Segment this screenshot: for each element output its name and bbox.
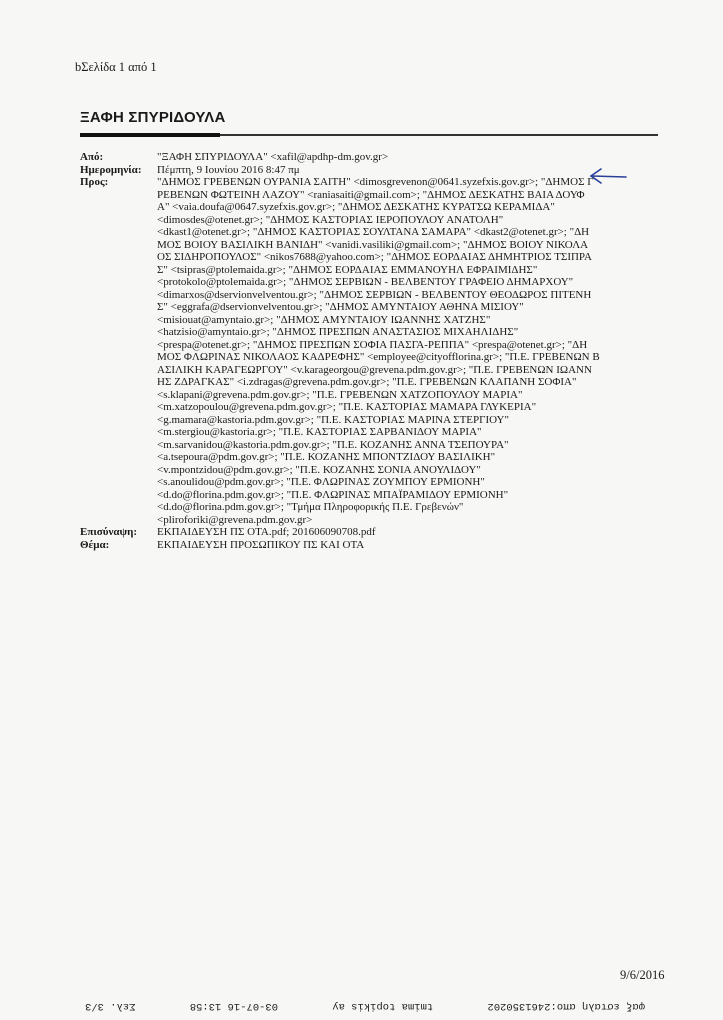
recipient-line: <pliroforiki@grevena.pdm.gov.gr> <box>157 513 313 526</box>
subject-label: Θέμα: <box>80 538 110 551</box>
email-fields <box>80 151 627 551</box>
recipient-line: <g.mamara@kastoria.pdm.gov.gr>; "Π.Ε. ΚΑΣΤΟΡΙΑΣ ΜΑΡΙΝΑ ΣΤΕΡΓΙΟΥ" <box>157 413 509 426</box>
from-value: "ΞΑΦΗ ΣΠΥΡΙΔΟΥΛΑ" <xafil@apdhp-dm.gov.gr> <box>157 151 389 163</box>
recipient-line: ΜΟΣ ΒΟΙΟΥ ΒΑΣΙΛΙΚΗ ΒΑΝΙΔΗ" <vanidi.vasiliki@gmail.com>; "ΔΗΜΟΣ ΒΟΙΟΥ ΝΙΚΟΛΑ <box>157 238 589 251</box>
date-value: Πέμπτη, 9 Ιουνίου 2016 8:47 πμ <box>157 163 300 176</box>
recipient-line: <protokolo@ptolemaida.gr>; "ΔΗΜΟΣ ΣΕΡΒΙΩΝ - ΒΕΛΒΕΝΤΟΥ ΓΡΑΦΕΙΟ ΔΗΜΑΡΧΟΥ" <box>157 276 574 288</box>
recipient-line: Α" <vaia.doufa@0647.syzefxis.gov.gr>; "ΔΗΜΟΣ ΔΕΣΚΑΤΗΣ ΚΥΡΑΤΣΩ ΚΕΡΑΜΙΔΑ" <box>157 201 555 213</box>
page-header: bΣελίδα 1 από 1 <box>75 60 157 74</box>
recipient-line: Σ" <eggrafa@dservionvelventou.gr>; "ΔΗΜΟΣ ΑΜΥΝΤΑΙΟΥ ΑΘΗΝΑ ΜΙΣΙΟΥ" <box>157 301 524 313</box>
recipient-line: ΟΣ ΣΙΔΗΡΟΠΟΥΛΟΣ" <nikos7688@yahoo.com>; "ΔΗΜΟΣ ΕΟΡΔΑΙΑΣ ΔΗΜΗΤΡΙΟΣ ΤΣΙΠΡΑ <box>157 251 592 263</box>
from-row <box>80 151 627 164</box>
recipient-line: ΗΣ ΖΔΡΑΓΚΑΣ" <i.zdragas@grevena.pdm.gov.gr>; "Π.Ε. ΓΡΕΒΕΝΩΝ ΚΛΑΠΑΝΗ ΣΟΦΙΑ" <box>157 376 577 388</box>
recipient-line: <misiouat@amyntaio.gr>; "ΔΗΜΟΣ ΑΜΥΝΤΑΙΟΥ ΙΩΑΝΝΗΣ ΧΑΤΖΗΣ" <box>157 313 491 326</box>
recipient-line: <a.tsepoura@pdm.gov.gr>; "Π.Ε. ΚΟΖΑΝΗΣ ΜΠΟΝΤΖΙΔΟΥ ΒΑΣΙΛΙΚΗ" <box>157 451 496 463</box>
recipient-line: <s.klapani@grevena.pdm.gov.gr>; "Π.Ε. ΓΡΕΒΕΝΩΝ ΧΑΤΖΟΠΟΥΛΟΥ ΜΑΡΙΑ" <box>157 388 523 401</box>
from-label: Από: <box>80 151 104 163</box>
divider-accent <box>80 133 220 137</box>
fax-station: tmima topikis ay <box>332 1000 434 1012</box>
date-row <box>80 164 627 177</box>
recipient-line: <prespa@otenet.gr>; "ΔΗΜΟΣ ΠΡΕΣΠΩΝ ΣΟΦΙΑ ΠΑΣΓΑ-ΡΕΠΠΑ" <prespa@otenet.gr>; "ΔΗ <box>157 338 588 351</box>
recipient-line: <v.mpontzidou@pdm.gov.gr>; "Π.Ε. ΚΟΖΑΝΗΣ ΣΟΝΙΑ ΑΝΟΥΛΙΔΟΥ" <box>157 463 481 476</box>
recipient-line: ΜΟΣ ΦΛΩΡΙΝΑΣ ΝΙΚΟΛΑΟΣ ΚΑΔΡΕΦΗΣ" <employee@cityofflorina.gr>; "Π.Ε. ΓΡΕΒΕΝΩΝ Β <box>157 351 600 363</box>
recipient-line: <d.do@florina.pdm.gov.gr>; "Π.Ε. ΦΛΩΡΙΝΑΣ ΜΠΑΪΡΑΜΙΔΟΥ ΕΡΜΙΟΝΗ" <box>157 488 509 501</box>
attachment-value: ΕΚΠΑΙΔΕΥΣΗ ΠΣ ΟΤΑ.pdf; 201606090708.pdf <box>157 526 376 538</box>
fax-transmission-line <box>85 1000 645 1012</box>
sender-title: ΞΑΦΗ ΣΠΥΡΙΔΟΥΛΑ <box>80 109 226 126</box>
recipient-line: ΑΣΙΛΙΚΗ ΚΑΡΑΓΕΩΡΓΟΥ" <v.karageorgou@grevena.pdm.gov.gr>; "Π.Ε. ΓΡΕΒΕΝΩΝ ΙΩΑΝΝ <box>157 363 592 376</box>
fax-sender: φαξ εσταλη απο:2461350202 <box>487 1000 645 1012</box>
footer-date: 9/6/2016 <box>620 968 665 982</box>
recipient-line: <m.stergiou@kastoria.gr>; "Π.Ε. ΚΑΣΤΟΡΙΑΣ ΣΑΡΒΑΝΙΔΟΥ ΜΑΡΙΑ" <box>157 426 482 438</box>
recipient-line: ΡΕΒΕΝΩΝ ΦΩΤΕΙΝΗ ΛΑΖΟΥ" <raniasaiti@gmail.com>; "ΔΗΜΟΣ ΔΕΣΚΑΤΗΣ ΒΑΙΑ ΔΟΥΦ <box>157 188 585 201</box>
recipient-line: <m.xatzopoulou@grevena.pdm.gov.gr>; "Π.Ε. ΚΑΣΤΟΡΙΑΣ ΜΑΜΑΡΑ ΓΛΥΚΕΡΙΑ" <box>157 401 537 413</box>
attachment-row <box>80 526 627 539</box>
subject-value: ΕΚΠΑΙΔΕΥΣΗ ΠΡΟΣΩΠΙΚΟΥ ΠΣ ΚΑΙ ΟΤΑ <box>157 538 365 551</box>
recipient-line: <dimarxos@dservionvelventou.gr>; "ΔΗΜΟΣ ΣΕΡΒΙΩΝ - ΒΕΛΒΕΝΤΟΥ ΘΕΟΔΩΡΟΣ ΠΙΤΕΝΗ <box>157 288 592 301</box>
recipient-line: <hatzisio@amyntaio.gr>; "ΔΗΜΟΣ ΠΡΕΣΠΩΝ ΑΝΑΣΤΑΣΙΟΣ ΜΙΧΑΗΛΙΔΗΣ" <box>157 326 519 338</box>
to-label: Προς: <box>80 176 109 188</box>
recipient-line: <d.do@florina.pdm.gov.gr>; "Τμήμα Πληροφορικής Π.Ε. Γρεβενών" <box>157 501 464 513</box>
subject-row <box>80 539 627 552</box>
fax-timestamp: 03-07-16 13:58 <box>189 1000 278 1012</box>
recipient-line: <dkast1@otenet.gr>; "ΔΗΜΟΣ ΚΑΣΤΟΡΙΑΣ ΣΟΥΛΤΑΝΑ ΣΑΜΑΡΑ" <dkast2@otenet.gr>; "ΔΗ <box>157 226 590 238</box>
recipient-line: <s.anoulidou@pdm.gov.gr>; "Π.Ε. ΦΛΩΡΙΝΑΣ ΖΟΥΜΠΟΥ ΕΡΜΙΟΝΗ" <box>157 476 485 488</box>
recipient-line: <dimosdes@otenet.gr>; "ΔΗΜΟΣ ΚΑΣΤΟΡΙΑΣ ΙΕΡΟΠΟΥΛΟΥ ΑΝΑΤΟΛΗ" <box>157 213 504 226</box>
handwritten-arrow-icon <box>588 166 628 186</box>
recipient-line: Σ" <tsipras@ptolemaida.gr>; "ΔΗΜΟΣ ΕΟΡΔΑΙΑΣ ΕΜΜΑΝΟΥΗΛ ΕΦΡΑΙΜΙΔΗΣ" <box>157 263 538 276</box>
fax-page: Σελ. 3/3 <box>85 1000 136 1012</box>
recipient-line: <m.sarvanidou@kastoria.pdm.gov.gr>; "Π.Ε. ΚΟΖΑΝΗΣ ΑΝΝΑ ΤΣΕΠΟΥΡΑ" <box>157 438 509 451</box>
to-row <box>80 176 627 526</box>
to-value <box>157 176 627 526</box>
date-label: Ημερομηνία: <box>80 163 142 176</box>
attachment-label: Επισύναψη: <box>80 526 137 538</box>
recipient-line: "ΔΗΜΟΣ ΓΡΕΒΕΝΩΝ ΟΥΡΑΝΙΑ ΣΑΙΤΗ" <dimosgrevenon@0641.syzefxis.gov.gr>; "ΔΗΜΟΣ Γ <box>157 176 594 188</box>
